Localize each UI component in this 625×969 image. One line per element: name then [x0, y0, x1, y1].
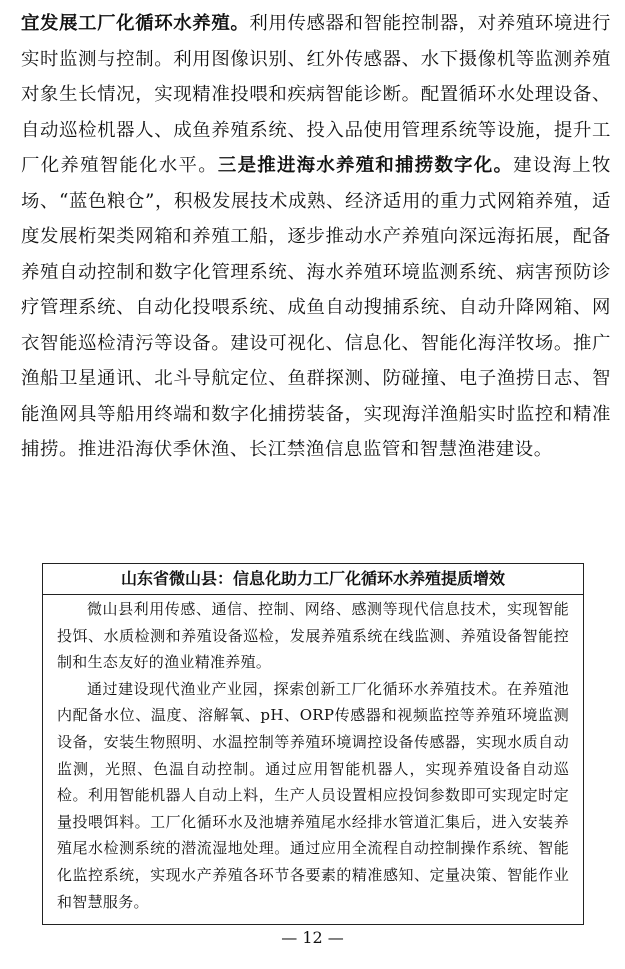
page-number: — 12 —	[281, 928, 344, 947]
case-study-box	[42, 563, 584, 925]
section-three-heading: 三是推进海水养殖和捕捞数字化。	[217, 155, 514, 176]
body-paragraph	[21, 6, 611, 468]
case-study-title: 山东省微山县：信息化助力工厂化循环水养殖提质增效	[43, 564, 583, 595]
section-three-text: 建设海上牧场、“蓝色粮仓”，积极发展技术成熟、经济适用的重力式网箱养殖，适度发展桁架类网箱和养殖工船，逐步推动水产养殖向深远海拓展，配备养殖自动控制和数字化管理系统、海水养殖环境监测系统、病害预防诊疗管理系统、自动化投喂系统、成鱼自动搜捕系统、自动升降网箱、网衣智能巡检清污等设备。建设可视化、信息化、智能化海洋牧场。推广渔船卫星通讯、北斗导航定位、鱼群探测、防碰撞、电子渔捞日志、智能渔网具等船用终端和数字化捕捞装备，实现海洋渔船实时监控和精准捕捞。推进沿海伏季休渔、长江禁渔信息监管和智慧渔港建设。	[21, 155, 611, 460]
intro-text: 利用传感器和智能控制器，对养殖环境进行实时监测与控制。利用图像识别、红外传感器、水下摄像机等监测养殖对象生长情况，实现精准投喂和疾病智能诊断。配置循环水处理设备、自动巡检机器人、成鱼养殖系统、投入品使用管理系统等设施，提升工厂化养殖智能化水平。	[21, 13, 611, 176]
case-study-paragraph-1: 微山县利用传感、通信、控制、网络、感测等现代信息技术，实现智能投饵、水质检测和养殖设备巡检，发展养殖系统在线监测、养殖设备智能控制和生态友好的渔业精准养殖。	[57, 600, 569, 672]
case-study-paragraph-2: 通过建设现代渔业产业园，探索创新工厂化循环水养殖技术。在养殖池内配备水位、温度、溶解氧、pH、ORP传感器和视频监控等养殖环境监测设备，安装生物照明、水温控制等养殖环境调控设备传感器，实现水质自动监测，光照、色温自动控制。通过应用智能机器人，实现养殖设备自动巡检。利用智能机器人自动上料，生产人员设置相应投饲参数即可实现定时定量投喂饵料。工厂化循环水及池塘养殖尾水经排水管道汇集后，进入安装养殖尾水检测系统的潜流湿地处理。通过应用全流程自动控制操作系统、智能化监控系统，实现水产养殖各环节各要素的精准感知、定量决策、智能作业和智慧服务。	[57, 679, 569, 911]
case-study-body	[43, 595, 583, 915]
intro-lead-heading: 宜发展工厂化循环水养殖。	[21, 13, 250, 34]
